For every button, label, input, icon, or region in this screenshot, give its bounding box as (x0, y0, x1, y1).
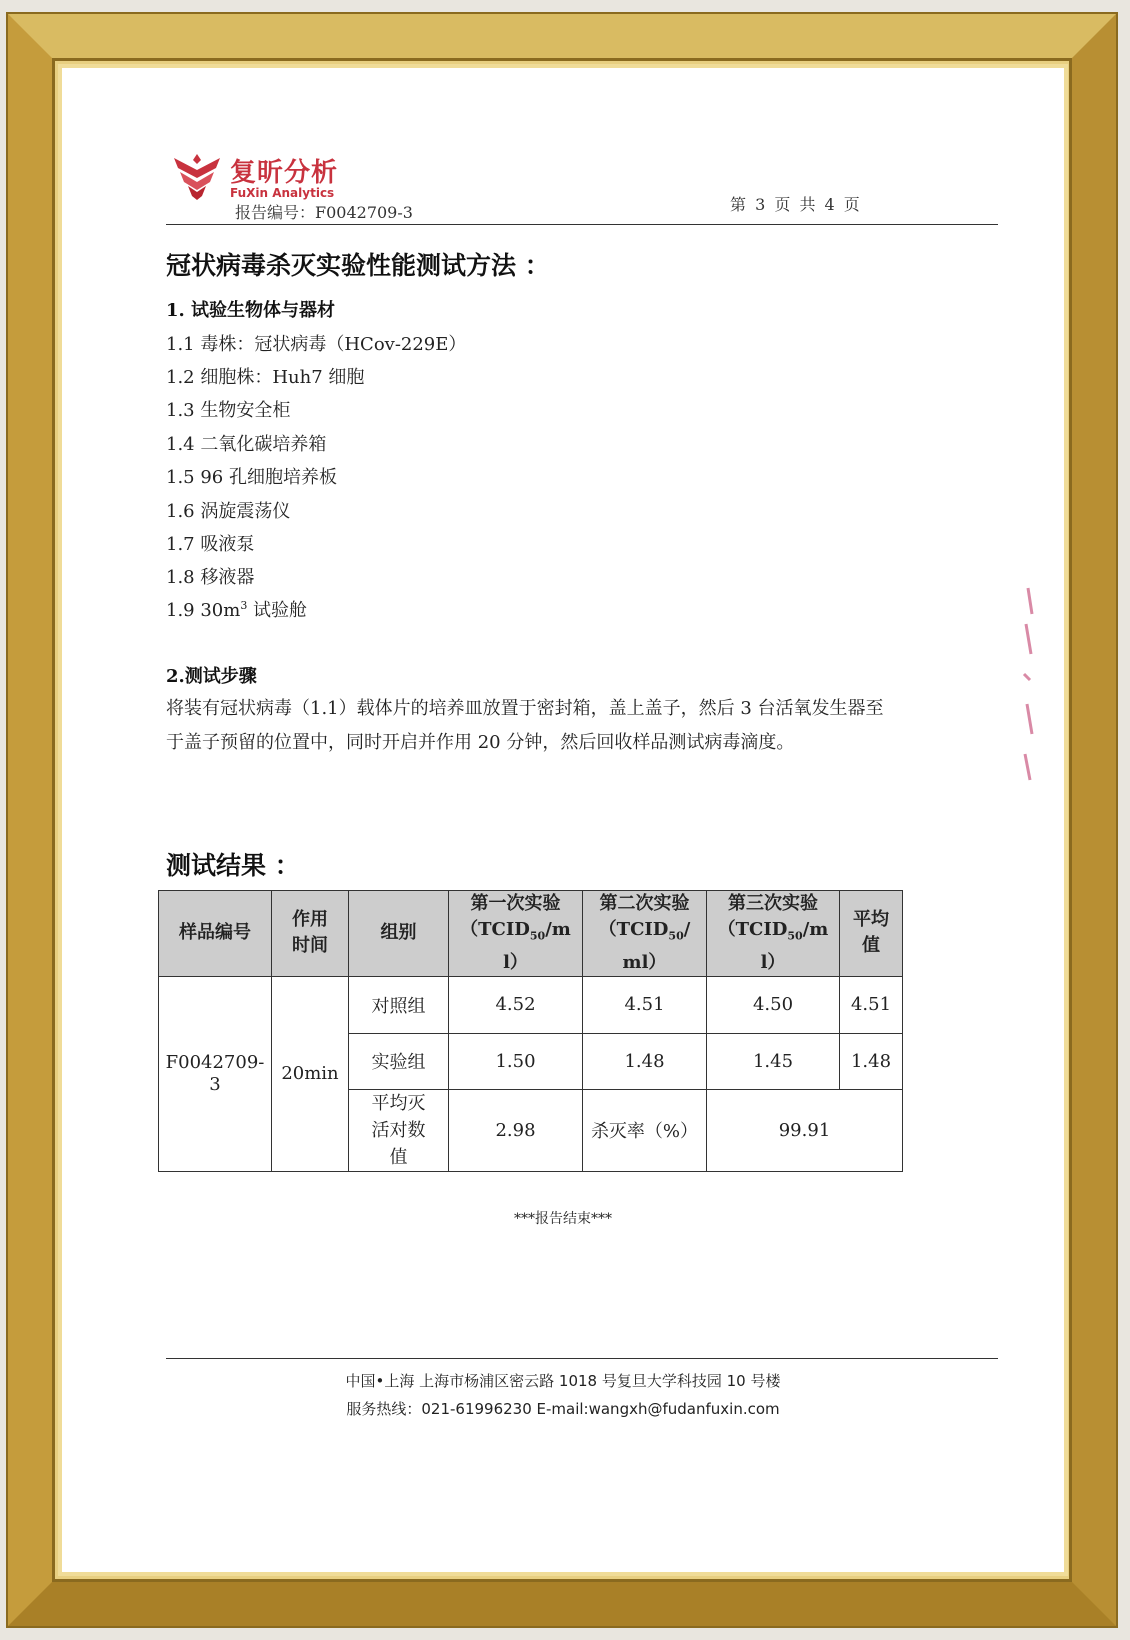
company-logo (170, 152, 339, 206)
table-header-row (159, 891, 903, 977)
seal-edge-icon (1018, 584, 1034, 784)
footer-divider (166, 1358, 998, 1359)
document-page (62, 68, 1064, 1572)
value-cell: 1.50 (449, 1033, 583, 1089)
group-cell: 实验组 (349, 1033, 449, 1089)
header-time: 作用 时间 (272, 891, 349, 977)
logo-emblem-icon (170, 152, 224, 202)
avg-log-value-cell: 2.98 (449, 1089, 583, 1171)
page-title: 冠状病毒杀灭实验性能测试方法 ： (166, 251, 550, 280)
list-item: 1.7 吸液泵 (166, 534, 255, 555)
procedure-text: 将装有冠状病毒（1.1）载体片的培养皿放置于密封箱，盖上盖子，然后 3 台活氧发生器至于盖子预留的位置中，同时开启并作用 20 分钟，然后回收样品测试病毒滴度。 (166, 698, 884, 753)
footer-address: 中国•上海 上海市杨浦区密云路 1018 号复旦大学科技园 10 号楼 (345, 1372, 781, 1390)
sample-id-cell: F0042709- 3 (159, 976, 272, 1171)
list-item: 1.2 细胞株：Huh7 细胞 (166, 367, 365, 388)
logo-name-cn: 复昕分析 (230, 158, 339, 188)
list-item: 1.1 毒株：冠状病毒（HCov-229E） (166, 334, 467, 355)
average-cell: 4.51 (840, 976, 903, 1033)
list-item: 1.9 $30m^3$ 试验舱 (166, 599, 308, 621)
value-cell: 1.45 (707, 1033, 840, 1089)
header-divider (166, 224, 998, 225)
header-exp3: 第三次实验 （$TCID_{50}/m$ l） (707, 891, 840, 977)
list-item: 1.8 移液器 (166, 567, 255, 588)
section2-heading: 2.测试步骤 (166, 666, 257, 687)
kill-rate-value-cell: 99.91 (707, 1089, 903, 1171)
footer-contact: 服务热线：021-61996230 E-mail:wangxh@fudanfuxin.com (346, 1400, 780, 1418)
header-sample: 样品编号 (159, 891, 272, 977)
header-group: 组别 (349, 891, 449, 977)
time-cell: 20min (272, 976, 349, 1171)
results-title: 测试结果 ： (166, 851, 300, 880)
kill-rate-label-cell: 杀灭率（%） (583, 1089, 707, 1171)
value-cell: 1.48 (583, 1033, 707, 1089)
list-item: 1.3 生物安全柜 (166, 400, 291, 421)
list-item: 1.6 涡旋震荡仪 (166, 501, 291, 522)
header-average: 平均 值 (840, 891, 903, 977)
report-end-mark: ***报告结束*** (514, 1211, 612, 1227)
average-cell: 1.48 (840, 1033, 903, 1089)
header-exp2: 第二次实验 （$TCID_{50}/$ ml） (583, 891, 707, 977)
logo-name-en: FuXin Analytics (230, 186, 335, 200)
value-cell: 4.52 (449, 976, 583, 1033)
value-cell: 4.50 (707, 976, 840, 1033)
section1-heading: 1. 试验生物体与器材 (166, 300, 336, 321)
results-table (158, 890, 903, 1172)
page-number: 第 3 页 共 4 页 (730, 195, 862, 214)
list-item: 1.4 二氧化碳培养箱 (166, 434, 327, 455)
header-exp1: 第一次实验 （$TCID_{50}/m$ l） (449, 891, 583, 977)
table-row (159, 976, 903, 1033)
report-number: 报告编号：F0042709-3 (235, 203, 413, 222)
value-cell: 4.51 (583, 976, 707, 1033)
avg-log-label-cell: 平均灭 活对数 值 (349, 1089, 449, 1171)
list-item: 1.5 96 孔细胞培养板 (166, 467, 337, 488)
group-cell: 对照组 (349, 976, 449, 1033)
